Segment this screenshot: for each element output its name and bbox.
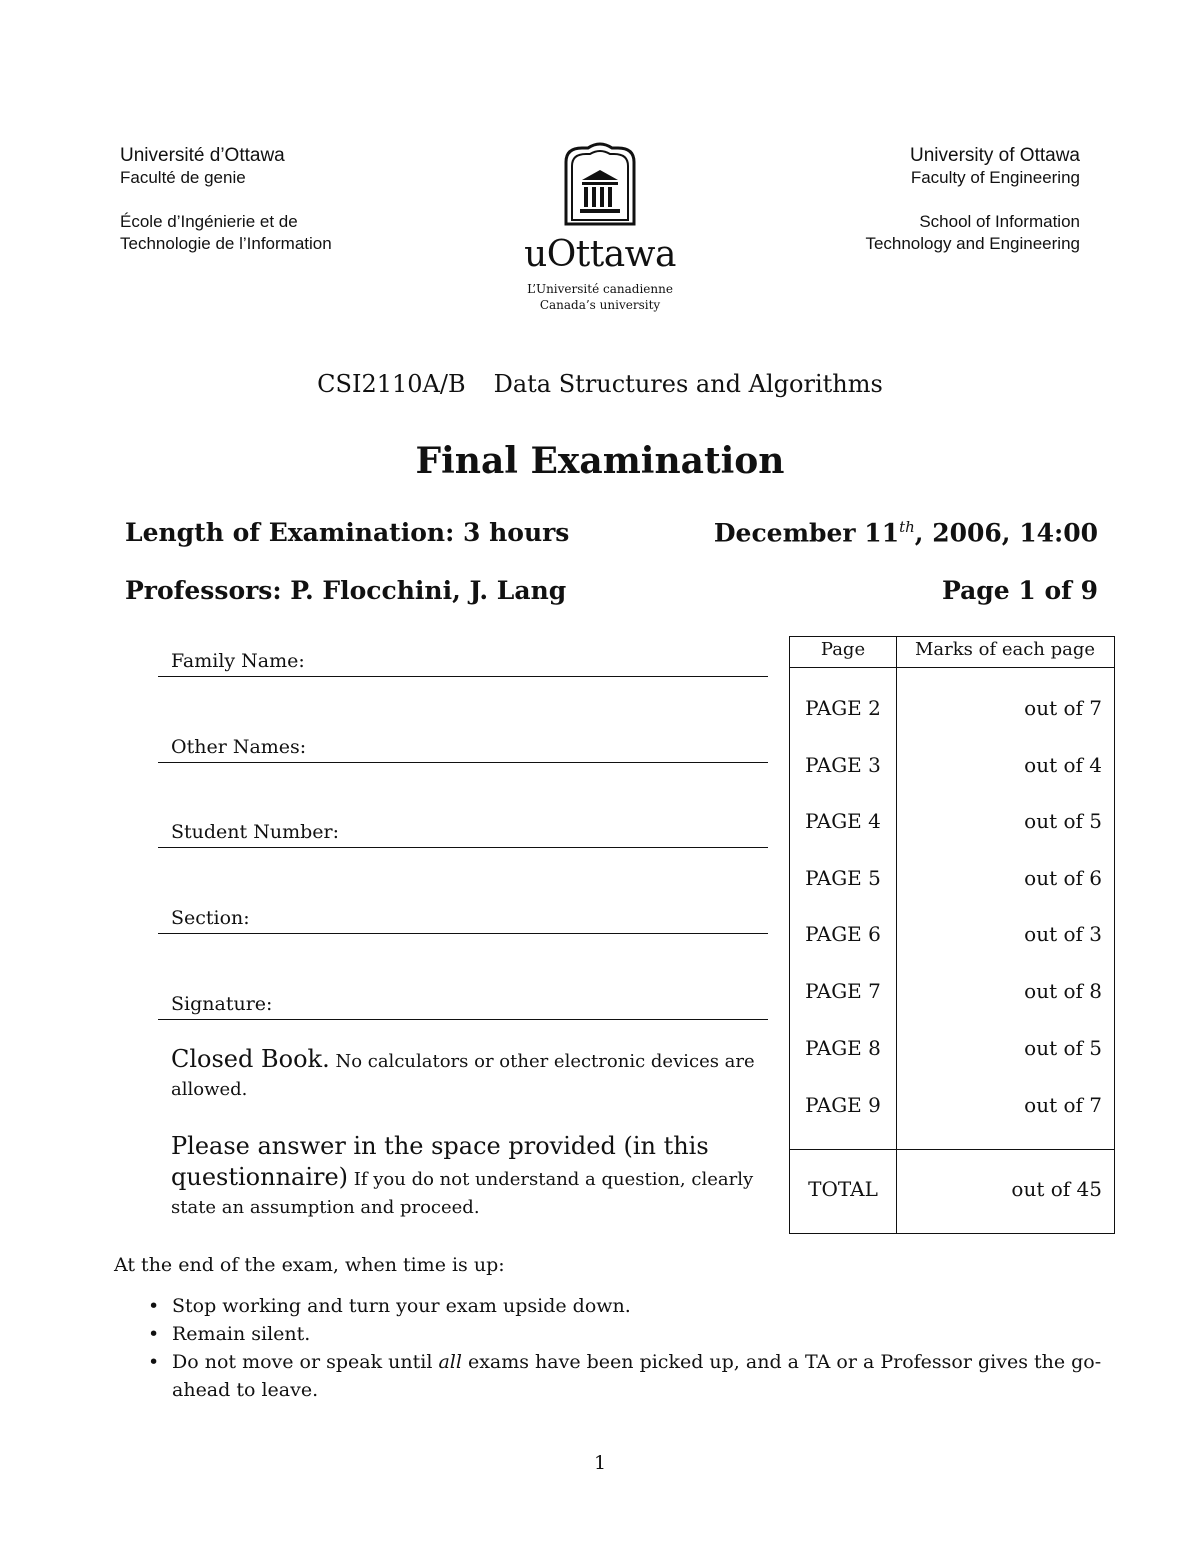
table-row-marks: out of 5 xyxy=(1024,809,1102,833)
signature-label: Signature: xyxy=(171,993,273,1015)
closed-book-note xyxy=(171,1045,761,1104)
header-left xyxy=(120,145,420,255)
table-row-marks: out of 6 xyxy=(1024,866,1102,890)
family-name-label: Family Name: xyxy=(171,650,305,672)
list-item xyxy=(148,1348,1108,1404)
faculty-name-en: Faculty of Engineering xyxy=(910,168,1080,187)
table-row-page: PAGE 3 xyxy=(805,753,881,777)
bullet-2-text: Remain silent. xyxy=(172,1323,311,1345)
school-name-fr-line2: Technologie de l’Information xyxy=(120,234,332,253)
table-row-page: PAGE 8 xyxy=(805,1036,881,1060)
university-name-en: University of Ottawa xyxy=(910,145,1080,166)
closed-book-heading: Closed Book. xyxy=(171,1045,330,1073)
table-row-marks: out of 7 xyxy=(1024,1093,1102,1117)
table-row-page: PAGE 5 xyxy=(805,866,881,890)
answer-note xyxy=(171,1132,761,1222)
section-label: Section: xyxy=(171,907,250,929)
school-name-fr-line1: École d’Ingénierie et de xyxy=(120,212,298,231)
building-icon xyxy=(562,140,638,228)
exam-length: Length of Examination: 3 hours xyxy=(125,518,570,547)
table-row-marks: out of 7 xyxy=(1024,696,1102,720)
bullet-3-post: exams have been picked up, and a TA or a Professor gives the go-ahead to leave. xyxy=(172,1351,1102,1401)
student-number-label: Student Number: xyxy=(171,821,339,843)
closed-book-text: No calculators or other electronic devices are allowed. xyxy=(171,1051,755,1100)
end-instructions-intro: At the end of the exam, when time is up: xyxy=(114,1254,505,1276)
student-number-field[interactable] xyxy=(158,821,768,848)
exam-date-sup: th xyxy=(899,518,915,536)
page-number: 1 xyxy=(593,1452,607,1474)
table-row-marks: out of 5 xyxy=(1024,1036,1102,1060)
logo-tagline-fr: L’Université canadienne xyxy=(527,282,673,296)
list-item xyxy=(148,1320,1108,1348)
professors: Professors: P. Flocchini, J. Lang xyxy=(125,576,567,605)
course-name: Data Structures and Algorithms xyxy=(493,370,883,398)
header-right xyxy=(800,145,1080,255)
section-field[interactable] xyxy=(158,907,768,934)
exam-date-suffix: , 2006, 14:00 xyxy=(914,518,1098,548)
bullet-3-emphasis: all xyxy=(438,1351,462,1373)
table-row-marks: out of 3 xyxy=(1024,922,1102,946)
logo-wordmark: uOttawa xyxy=(524,234,676,275)
answer-heading: Please answer in the space provided (in this questionnaire) xyxy=(171,1132,709,1191)
exam-date xyxy=(714,518,1098,547)
table-row-page: PAGE 6 xyxy=(805,922,881,946)
family-name-field[interactable] xyxy=(158,650,768,677)
total-row-page: TOTAL xyxy=(808,1177,878,1201)
university-logo xyxy=(500,140,700,313)
table-row-page: PAGE 9 xyxy=(805,1093,881,1117)
table-row-marks: out of 4 xyxy=(1024,753,1102,777)
faculty-name-fr: Faculté de genie xyxy=(120,168,246,187)
course-line xyxy=(0,370,1200,398)
logo-tagline-en: Canada’s university xyxy=(539,298,661,312)
bullet-3-pre: Do not move or speak until xyxy=(172,1351,439,1373)
other-names-label: Other Names: xyxy=(171,736,307,758)
table-row-marks: out of 8 xyxy=(1024,979,1102,1003)
marks-header-marks: Marks of each page xyxy=(914,639,1096,660)
page-of: Page 1 of 9 xyxy=(941,576,1098,605)
end-instructions-list xyxy=(148,1292,1108,1404)
bullet-1-text: Stop working and turn your exam upside down. xyxy=(172,1295,631,1317)
school-name-en-line1: School of Information xyxy=(919,212,1080,231)
course-code: CSI2110A/B xyxy=(317,370,466,398)
exam-title: Final Examination xyxy=(415,440,785,482)
other-names-field[interactable] xyxy=(158,736,768,763)
university-name-fr: Université d’Ottawa xyxy=(120,145,285,166)
total-row-marks: out of 45 xyxy=(1011,1177,1102,1201)
table-row-page: PAGE 2 xyxy=(805,696,881,720)
answer-text: If you do not understand a question, clearly state an assumption and proceed. xyxy=(171,1169,754,1218)
table-row-page: PAGE 4 xyxy=(805,809,881,833)
signature-field[interactable] xyxy=(158,993,768,1020)
marks-header-page: Page xyxy=(820,639,866,660)
exam-date-prefix: December 11 xyxy=(713,518,900,548)
school-name-en-line2: Technology and Engineering xyxy=(865,234,1080,253)
table-row-page: PAGE 7 xyxy=(805,979,881,1003)
list-item xyxy=(148,1292,1108,1320)
marks-table xyxy=(789,636,1115,1234)
